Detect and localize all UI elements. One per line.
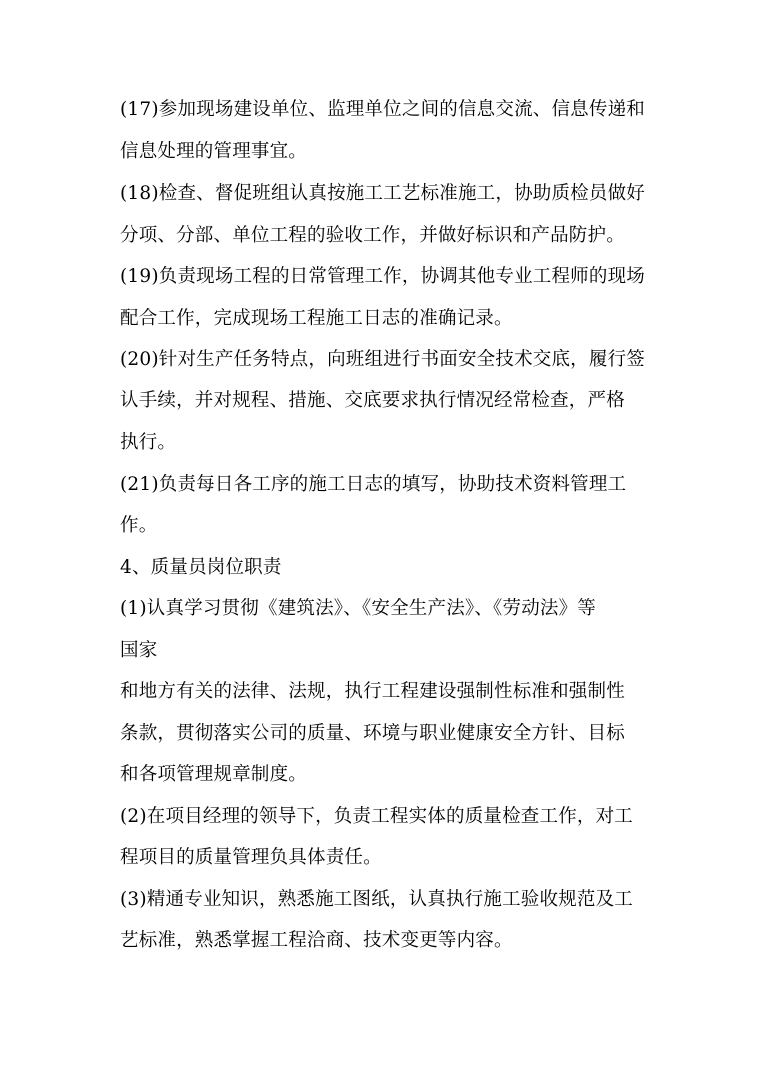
text-line: (1)认真学习贯彻《建筑法》、《安全生产法》、《劳动法》等 — [120, 598, 597, 619]
text-line: (20)针对生产任务特点，向班组进行书面安全技术交底，履行签 — [120, 349, 645, 370]
text-line: (2)在项目经理的领导下，负责工程实体的质量检查工作，对工 — [120, 806, 634, 827]
text-line: 信息处理的管理事宜。 — [120, 141, 308, 162]
text-line: 和地方有关的法律、法规，执行工程建设强制性标准和强制性 — [120, 681, 625, 702]
text-line: 条款，贯彻落实公司的质量、环境与职业健康安全方针、目标 — [120, 723, 625, 744]
text-line: 程项目的质量管理负具体责任。 — [120, 847, 382, 868]
text-line: (19)负责现场工程的日常管理工作，协调其他专业工程师的现场 — [120, 266, 645, 287]
section-heading: 4、质量员岗位职责 — [120, 557, 282, 578]
text-line: 执行。 — [120, 432, 177, 453]
text-line: 认手续，并对规程、措施、交底要求执行情况经常检查，严格 — [120, 390, 625, 411]
text-line: 艺标准，熟悉掌握工程洽商、技术变更等内容。 — [120, 930, 513, 951]
text-line: 作。 — [120, 515, 158, 536]
text-line: 配合工作，完成现场工程施工日志的准确记录。 — [120, 308, 513, 329]
text-line: (18)检查、督促班组认真按施工工艺标准施工，协助质检员做好 — [120, 183, 645, 204]
text-line: 分项、分部、单位工程的验收工作，并做好标识和产品防护。 — [120, 225, 625, 246]
text-line: 和各项管理规章制度。 — [120, 764, 308, 785]
text-line: (21)负责每日各工序的施工日志的填写，协助技术资料管理工 — [120, 474, 627, 495]
text-line: (3)精通专业知识，熟悉施工图纸，认真执行施工验收规范及工 — [120, 889, 634, 910]
text-line: (17)参加现场建设单位、监理单位之间的信息交流、信息传递和 — [120, 99, 645, 120]
text-line: 国家 — [120, 640, 158, 661]
